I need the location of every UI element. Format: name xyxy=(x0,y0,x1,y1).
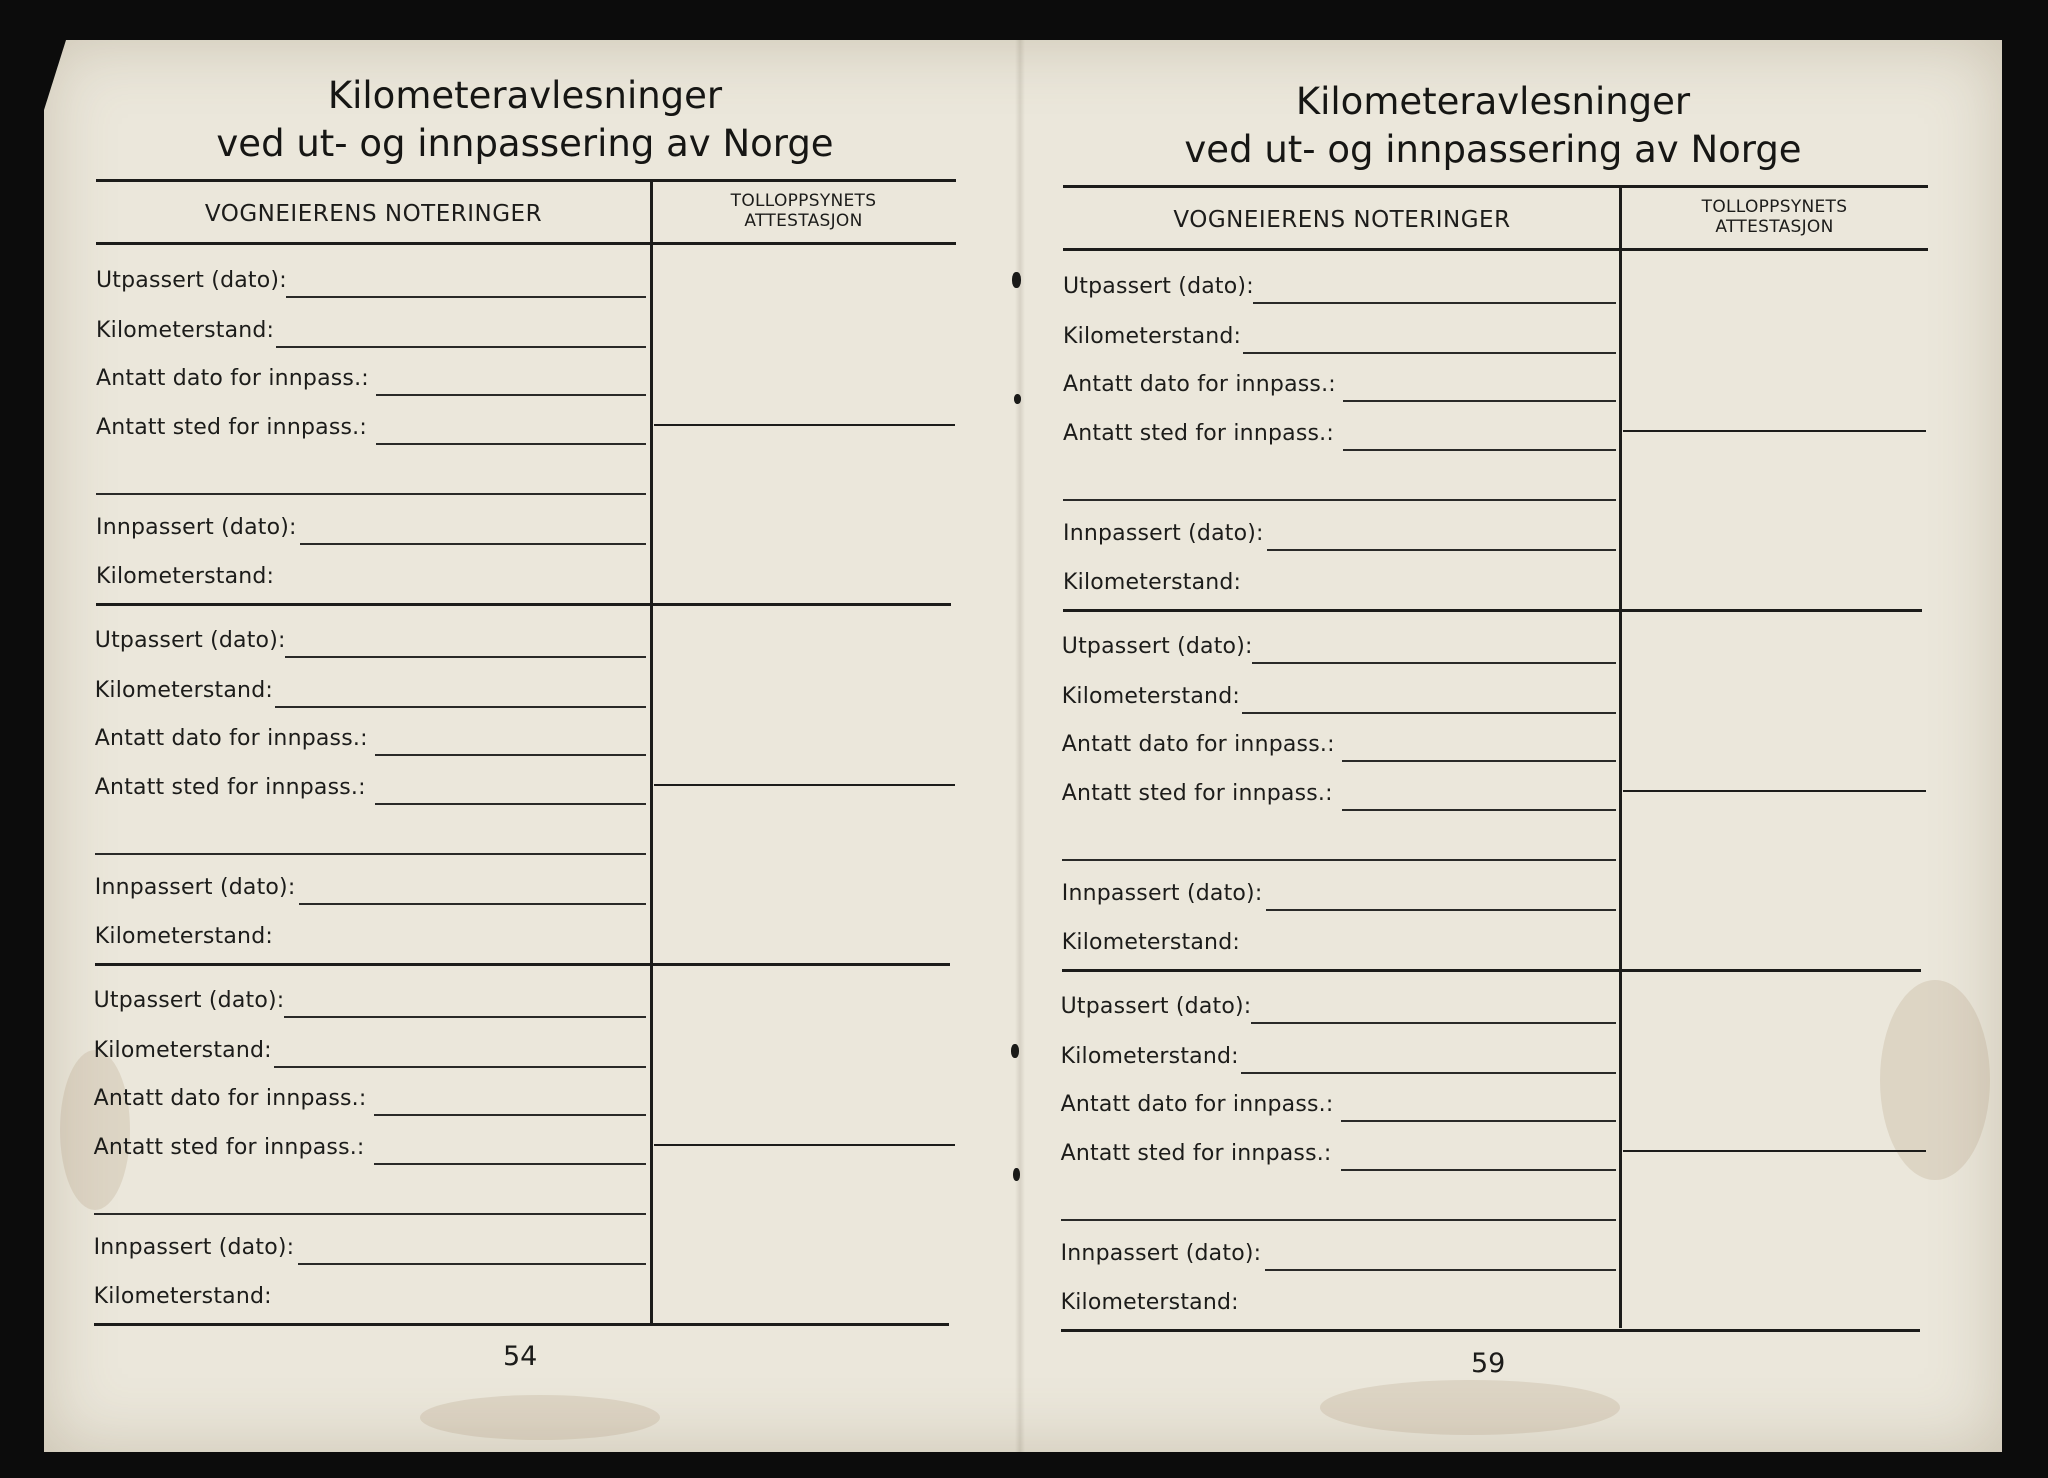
field-label-antatt-sted: Antatt sted for innpass.: xyxy=(1060,1141,1332,1166)
fill-in-line[interactable] xyxy=(1265,1269,1616,1271)
fill-in-line[interactable] xyxy=(1342,809,1616,811)
field-label-antatt-sted: Antatt sted for innpass.: xyxy=(96,415,367,440)
field-label-antatt-sted: Antatt sted for innpass.: xyxy=(93,1135,365,1160)
fill-in-line[interactable] xyxy=(1341,1169,1616,1171)
column-divider xyxy=(650,182,653,1324)
fill-in-line[interactable] xyxy=(1267,549,1616,551)
fill-in-line[interactable] xyxy=(1061,1219,1616,1221)
field-label-utpassert: Utpassert (dato): xyxy=(1063,274,1254,299)
fill-in-line[interactable] xyxy=(1266,909,1616,911)
fill-in-line[interactable] xyxy=(276,346,646,348)
fill-in-line[interactable] xyxy=(1063,499,1616,501)
fill-in-line[interactable] xyxy=(96,493,646,495)
customs-attestation-header: TOLLOPPSYNETS ATTESTASJON xyxy=(730,191,877,231)
field-label-innpassert: Innpassert (dato): xyxy=(96,515,297,540)
field-label-antatt-dato: Antatt dato for innpass.: xyxy=(1060,1092,1334,1117)
attestation-divider xyxy=(654,1144,955,1146)
field-label-innpassert: Innpassert (dato): xyxy=(1061,881,1263,906)
fill-in-line[interactable] xyxy=(375,754,646,756)
stain xyxy=(60,1050,130,1210)
fill-in-line[interactable] xyxy=(376,443,646,445)
fill-in-line[interactable] xyxy=(1343,449,1616,451)
fill-in-line[interactable] xyxy=(374,1114,646,1116)
page-title xyxy=(1063,78,1923,174)
title-line-2: ved ut- og innpassering av Norge xyxy=(216,122,834,165)
fill-in-line[interactable] xyxy=(1251,1022,1616,1024)
field-label-utpassert: Utpassert (dato): xyxy=(96,268,287,293)
stain xyxy=(420,1395,660,1440)
field-label-utpassert: Utpassert (dato): xyxy=(1060,994,1252,1019)
page-number: 54 xyxy=(503,1341,538,1372)
field-label-kilometerstand-ut: Kilometerstand: xyxy=(1060,1044,1239,1069)
field-label-kilometerstand-inn: Kilometerstand: xyxy=(96,564,275,589)
section-bottom-rule xyxy=(1061,1329,1920,1332)
field-label-kilometerstand-inn: Kilometerstand: xyxy=(1060,1290,1239,1315)
field-label-antatt-dato: Antatt dato for innpass.: xyxy=(93,1086,367,1111)
field-label-kilometerstand-inn: Kilometerstand: xyxy=(1063,570,1242,595)
owner-notes-header: VOGNEIERENS NOTERINGER xyxy=(1173,207,1511,233)
field-label-innpassert: Innpassert (dato): xyxy=(94,875,296,900)
page-number: 59 xyxy=(1471,1348,1506,1379)
field-label-utpassert: Utpassert (dato): xyxy=(93,988,285,1013)
fill-in-line[interactable] xyxy=(375,803,646,805)
field-label-innpassert: Innpassert (dato): xyxy=(1063,521,1264,546)
field-label-kilometerstand-ut: Kilometerstand: xyxy=(1063,324,1242,349)
fill-in-line[interactable] xyxy=(94,1213,646,1215)
title-line-1: Kilometeravlesninger xyxy=(1295,80,1691,123)
section-bottom-rule xyxy=(95,963,950,966)
title-line-2: ved ut- og innpassering av Norge xyxy=(1184,128,1802,171)
field-label-utpassert: Utpassert (dato): xyxy=(94,628,286,653)
folded-corner xyxy=(44,40,66,110)
field-label-innpassert: Innpassert (dato): xyxy=(1060,1241,1262,1266)
binding-hole xyxy=(1012,272,1021,288)
field-label-antatt-dato: Antatt dato for innpass.: xyxy=(1061,732,1335,757)
section-bottom-rule xyxy=(1063,609,1922,612)
field-label-antatt-dato: Antatt dato for innpass.: xyxy=(1063,372,1336,397)
title-line-1: Kilometeravlesninger xyxy=(327,74,723,117)
attestation-divider xyxy=(1623,790,1926,792)
fill-in-line[interactable] xyxy=(299,903,646,905)
binding-hole xyxy=(1014,394,1021,404)
fill-in-line[interactable] xyxy=(1243,352,1616,354)
fill-in-line[interactable] xyxy=(298,1263,646,1265)
field-label-kilometerstand-inn: Kilometerstand: xyxy=(1061,930,1240,955)
fill-in-line[interactable] xyxy=(1341,1120,1616,1122)
fill-in-line[interactable] xyxy=(300,543,646,545)
header-top-rule xyxy=(96,179,956,182)
fill-in-line[interactable] xyxy=(1342,760,1616,762)
attestation-divider xyxy=(1623,1150,1926,1152)
customs-attestation-header: TOLLOPPSYNETS ATTESTASJON xyxy=(1701,197,1848,237)
fill-in-line[interactable] xyxy=(1062,859,1616,861)
field-label-antatt-sted: Antatt sted for innpass.: xyxy=(1063,421,1334,446)
field-label-kilometerstand-ut: Kilometerstand: xyxy=(96,318,275,343)
field-label-kilometerstand-inn: Kilometerstand: xyxy=(93,1284,272,1309)
field-label-innpassert: Innpassert (dato): xyxy=(93,1235,295,1260)
section-bottom-rule xyxy=(96,603,951,606)
binding-hole xyxy=(1013,1168,1020,1181)
field-label-antatt-dato: Antatt dato for innpass.: xyxy=(94,726,368,751)
section-bottom-rule xyxy=(1062,969,1921,972)
field-label-utpassert: Utpassert (dato): xyxy=(1061,634,1253,659)
field-label-kilometerstand-inn: Kilometerstand: xyxy=(94,924,273,949)
fill-in-line[interactable] xyxy=(374,1163,646,1165)
fill-in-line[interactable] xyxy=(95,853,646,855)
owner-notes-header: VOGNEIERENS NOTERINGER xyxy=(204,201,543,227)
attestation-divider xyxy=(654,424,955,426)
fill-in-line[interactable] xyxy=(1241,1072,1616,1074)
field-label-kilometerstand-ut: Kilometerstand: xyxy=(94,678,273,703)
fill-in-line[interactable] xyxy=(1242,712,1616,714)
stain xyxy=(1320,1380,1620,1435)
section-bottom-rule xyxy=(94,1323,949,1326)
header-bottom-rule xyxy=(1063,248,1928,251)
fill-in-line[interactable] xyxy=(274,1066,646,1068)
binding-hole xyxy=(1011,1044,1019,1058)
field-label-antatt-sted: Antatt sted for innpass.: xyxy=(94,775,366,800)
column-divider xyxy=(1619,188,1622,1328)
field-label-kilometerstand-ut: Kilometerstand: xyxy=(1061,684,1240,709)
page-title xyxy=(95,72,955,168)
header-top-rule xyxy=(1063,185,1928,188)
fill-in-line[interactable] xyxy=(275,706,646,708)
field-label-antatt-sted: Antatt sted for innpass.: xyxy=(1061,781,1333,806)
attestation-divider xyxy=(1623,430,1926,432)
fill-in-line[interactable] xyxy=(286,296,646,298)
fill-in-line[interactable] xyxy=(284,1016,646,1018)
fill-in-line[interactable] xyxy=(1253,302,1616,304)
header-bottom-rule xyxy=(96,242,956,245)
book-gutter xyxy=(1015,40,1025,1452)
attestation-divider xyxy=(654,784,955,786)
fill-in-line[interactable] xyxy=(1252,662,1616,664)
fill-in-line[interactable] xyxy=(376,394,646,396)
fill-in-line[interactable] xyxy=(285,656,646,658)
fill-in-line[interactable] xyxy=(1343,400,1616,402)
field-label-antatt-dato: Antatt dato for innpass.: xyxy=(96,366,369,391)
field-label-kilometerstand-ut: Kilometerstand: xyxy=(93,1038,272,1063)
